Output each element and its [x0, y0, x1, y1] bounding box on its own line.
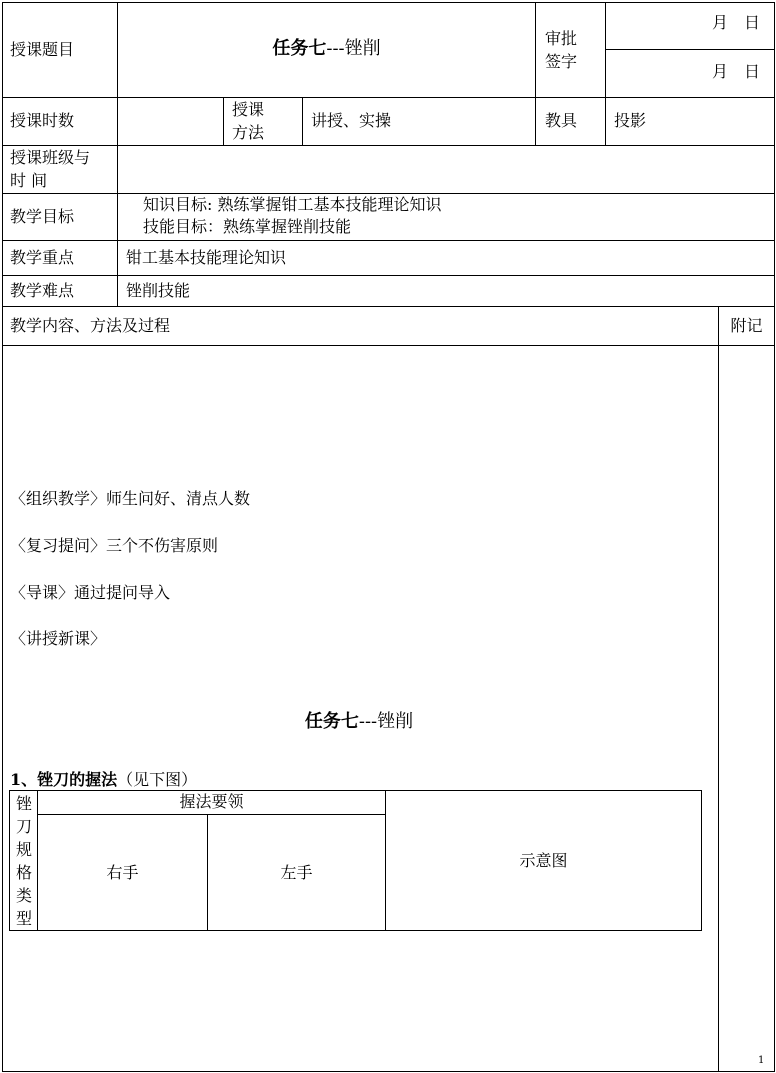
notes-column-divider — [718, 306, 719, 1072]
date-line-2: 月 日 — [712, 62, 761, 81]
date-divider — [605, 49, 775, 50]
key-value: 钳工基本技能理论知识 — [126, 247, 287, 267]
table-border-bottom — [2, 1071, 775, 1072]
table-border-left — [2, 2, 3, 1072]
subsection-heading-rest: （见下图） — [117, 770, 198, 789]
table-column-divider — [223, 97, 224, 145]
topic-title — [118, 2, 535, 97]
class-time-value — [122, 145, 722, 193]
grip-type-header: 锉刀规格类型 — [15, 794, 32, 928]
step-intro: 〈导课〉通过提问导入 — [10, 583, 171, 602]
table-column-divider — [535, 2, 536, 145]
diagram-header: 示意图 — [519, 850, 568, 870]
grip-table-border-right — [701, 790, 702, 931]
class-time-label: 授课班级与 时 间 — [10, 148, 91, 190]
difficulty-value: 锉削技能 — [126, 280, 191, 300]
step-new-lesson: 〈讲授新课〉 — [10, 629, 107, 648]
hours-value — [122, 97, 220, 145]
goals-list — [143, 193, 441, 238]
table-rule — [2, 345, 775, 346]
table-column-divider — [605, 2, 606, 145]
method-label: 授课方法 — [232, 100, 265, 142]
grip-table-border-left — [9, 790, 10, 931]
grip-header: 握法要领 — [179, 792, 244, 811]
subsection-heading — [10, 767, 197, 790]
topic-title-bold: 任务七 — [272, 38, 327, 60]
step-organize: 〈组织教学〉师生问好、清点人数 — [10, 489, 251, 508]
grip-table-border-bottom — [9, 930, 702, 931]
table-border-right — [774, 2, 775, 1072]
topic-title-rest: ---锉削 — [326, 38, 381, 60]
method-value: 讲授、实操 — [311, 111, 392, 130]
key-label: 教学重点 — [10, 247, 75, 267]
step-review: 〈复习提问〉三个不伤害原则 — [10, 536, 219, 555]
notes-label: 附记 — [730, 315, 763, 335]
hours-label: 授课时数 — [10, 111, 75, 130]
goal-skill: 技能目标：熟练掌握锉削技能 — [143, 217, 352, 236]
right-hand-header: 右手 — [106, 862, 139, 882]
page-number: 1 — [758, 1055, 765, 1066]
section-title-rest: ---锉削 — [358, 711, 414, 732]
left-hand-header: 左手 — [280, 862, 313, 882]
content-label: 教学内容、方法及过程 — [10, 315, 171, 335]
section-title-bold: 任务七 — [304, 711, 359, 732]
goal-knowledge: 知识目标: 熟练掌握钳工基本技能理论知识 — [143, 195, 442, 214]
topic-label: 授课题目 — [10, 39, 75, 59]
approval-label: 审批签字 — [545, 28, 578, 71]
tools-value: 投影 — [614, 111, 647, 130]
goals-label: 教学目标 — [10, 206, 75, 226]
table-column-divider — [302, 97, 303, 145]
difficulty-label: 教学难点 — [10, 280, 75, 300]
section-title — [0, 707, 718, 733]
date-line-1: 月 日 — [712, 13, 761, 32]
subsection-heading-bold: 1、锉刀的握法 — [10, 770, 118, 789]
tools-label: 教具 — [545, 111, 578, 130]
